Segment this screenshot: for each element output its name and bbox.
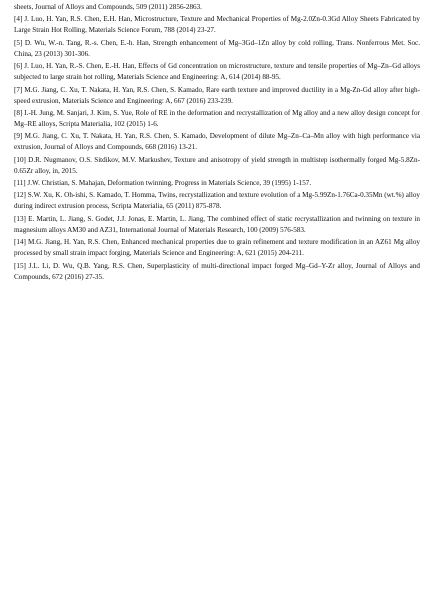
reference-entry: [14, 2, 420, 13]
reference-entry: [14, 108, 420, 130]
reference-text: [13] E. Martin, L. Jiang, S. Godet, J.J. Jonas, E. Martin, L. Jiang, The combined effect of static recrystallization and twinning on texture in magnesium alloys AM30 and AZ31, International Journal of Materials Research, 100 (2009) 576-583.: [14, 214, 420, 234]
reference-entry: [14, 155, 420, 177]
reference-text: [7] M.G. Jiang, C. Xu, T. Nakata, H. Yan, R.S. Chen, S. Kamado, Rare earth texture and improved ductility in a Mg-Zn-Gd alloy after high-speed extrusion, Materials Science and Engineering: A, 667 (2016) 233-239.: [14, 85, 420, 105]
reference-entry: [14, 237, 420, 259]
reference-text: [14] M.G. Jiang, H. Yan, R.S. Chen, Enhanced mechanical properties due to grain refinement and texture modification in an AZ61 Mg alloy processed by small strain impact forging, Materials Science and Engineering: A, 621 (2015) 204-211.: [14, 238, 420, 258]
reference-entry: [14, 14, 420, 36]
reference-text: [8] I.-H. Jung, M. Sanjari, J. Kim, S. Yue, Role of RE in the deformation and recrystallization of Mg alloy and a new alloy design concept for Mg–RE alloys, Scripta Materialia, 102 (2015) 1-6.: [14, 108, 420, 128]
reference-text: [10] D.R. Nugmanov, O.S. Sitdikov, M.V. Markushev, Texture and anisotropy of yield strength in multistep isothermally forged Mg-5.8Zn-0.65Zr alloy, in, 2015.: [14, 155, 420, 175]
reference-entry: [14, 214, 420, 236]
reference-text: [5] D. Wu, W.-n. Tang, R.-s. Chen, E.-h. Han, Strength enhancement of Mg–3Gd–1Zn alloy by cold rolling, Trans. Nonferrous Met. Soc. China, 23 (2013) 301-306.: [14, 38, 420, 58]
reference-entry: [14, 38, 420, 60]
reference-text: [12] S.W. Xu, K. Oh-ishi, S. Kamado, T. Homma, Twins, recrystallization and texture evolution of a Mg-5.99Zn-1.76Ca-0.35Mn (wt.%) alloy during indirect extrusion process, Scripta Materialia, 65 (2011) 875-878.: [14, 191, 420, 211]
reference-text: [11] J.W. Christian, S. Mahajan, Deformation twinning, Progress in Materials Science, 39 (1995) 1-157.: [14, 179, 312, 188]
reference-entry: [14, 190, 420, 212]
reference-text: [4] J. Luo, H. Yan, R.S. Chen, E.H. Han, Microstructure, Texture and Mechanical Properties of Mg-2.0Zn-0.3Gd Alloy Sheets Fabricated by Large Strain Hot Rolling, Materials Science Forum, 788 (2014) 23-27.: [14, 15, 420, 35]
reference-entry: [14, 178, 420, 189]
reference-list: [14, 2, 420, 284]
reference-entry: [14, 85, 420, 107]
reference-text: [15] J.L. Li, D. Wu, Q.B. Yang, R.S. Chen, Superplasticity of multi-directional impact forged Mg–Gd–Y-Zr alloy, Journal of Alloys and Compounds, 672 (2016) 27-35.: [14, 261, 420, 281]
reference-text: [6] J. Luo, H. Yan, R.-S. Chen, E.-H. Han, Effects of Gd concentration on microstructure, texture and tensile properties of Mg–Zn–Gd alloys subjected to large strain hot rolling, Materials Science and Engineering: A, 614 (2014) 88-95.: [14, 62, 420, 82]
reference-text: sheets, Journal of Alloys and Compounds, 509 (2011) 2856-2863.: [14, 3, 202, 11]
reference-entry: [14, 261, 420, 283]
reference-entry: [14, 131, 420, 153]
reference-text: [9] M.G. Jiang, C. Xu, T. Nakata, H. Yan, R.S. Chen, S. Kamado, Development of dilute Mg–Zn–Ca–Mn alloy with high performance via extrusion, Journal of Alloys and Compounds, 668 (2016) 13-21.: [14, 132, 420, 152]
reference-entry: [14, 61, 420, 83]
